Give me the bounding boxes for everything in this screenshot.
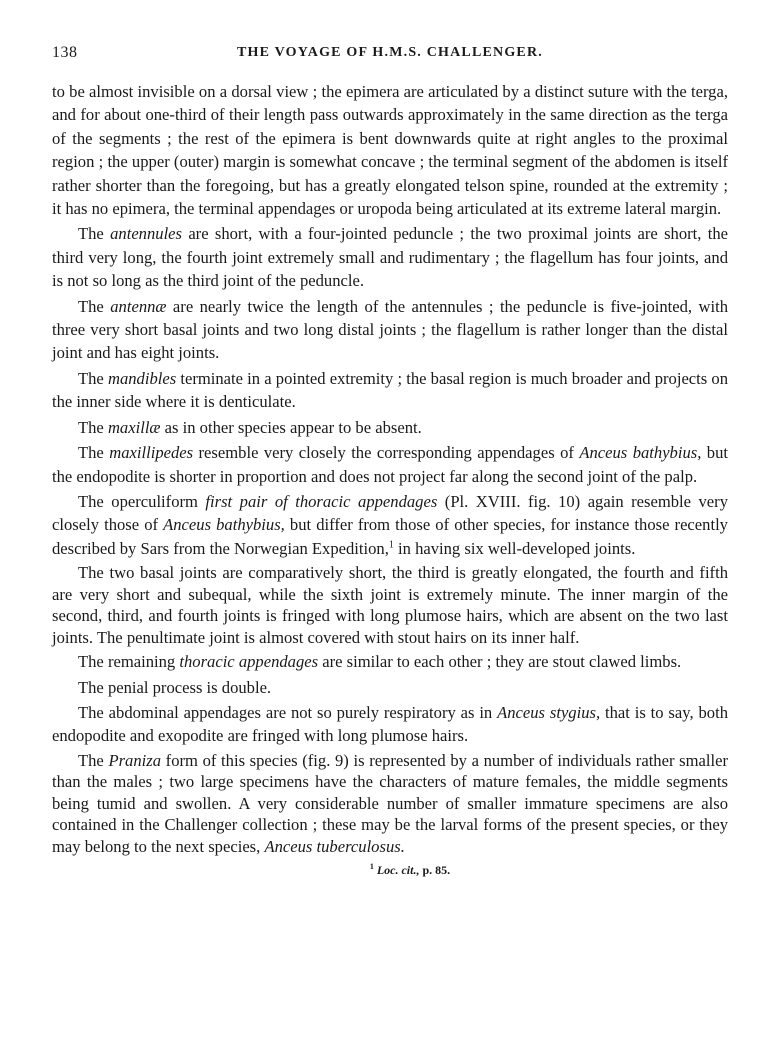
term: thoracic appendages xyxy=(179,652,319,672)
paragraph-praniza: The Praniza form of this species (fig. 9) is represented by a number of individuals rather smaller than the males ; two large specimens have the characters of mature females, the middle segments being tumid and swollen. A very considerable number of smaller immature specimens are also contained in the Challenger collection ; these may be the larval forms of the present species, or they may belong to the next species, Anceus tuberculosus. xyxy=(52,750,728,856)
species-name: Anceus stygius, xyxy=(497,702,601,722)
footnote xyxy=(52,863,728,878)
paragraph-first-thoracic: The operculiform first pair of thoracic appendages (Pl. XVIII. fig. 10) again resemble very closely those of Anceus bathybius, but differ from those of other species, for instance those recently described by Sars from the Norwegian Expedition,$^1$ in having six well-developed joints. xyxy=(52,491,728,558)
species-name: Anceus tuberculosus. xyxy=(264,836,405,856)
species-name: Anceus bathybius, xyxy=(579,443,702,463)
footnote-citation: Loc. cit., xyxy=(376,863,420,878)
footnote-mark: 1 xyxy=(369,862,374,872)
footnote-page: p. 85. xyxy=(419,863,451,878)
term: maxillipedes xyxy=(109,443,194,463)
page-number: 138 xyxy=(52,44,78,61)
term: antennæ xyxy=(110,296,167,316)
page-header xyxy=(52,38,728,66)
term: antennules xyxy=(110,224,183,244)
paragraph-joints: The two basal joints are comparatively short, the third is greatly elongated, the fourth and fifth are very short and subequal, while the sixth joint is extremely minute. The inner margin of the second, third, and fourth joints is fringed with long plumose hairs, which are absent on the two last joints. The penultimate joint is almost covered with stout hairs on its inner half. xyxy=(52,563,728,647)
term: mandibles xyxy=(107,368,177,388)
term: maxillæ xyxy=(107,417,161,437)
paragraph-antennae: The antennæ are nearly twice the length of the antennules ; the peduncle is five-jointed, with three very short basal joints and two long distal joints ; the flagellum is rather longer than the distal joint and has eight joints. xyxy=(52,296,729,363)
paragraph-maxillipedes: The maxillipedes resemble very closely the corresponding appendages of Anceus bathybius, but the endopodite is shorter in proportion and does not project far along the second joint of the palp. xyxy=(52,443,729,486)
paragraph-mandibles: The mandibles terminate in a pointed extremity ; the basal region is much broader and projects on the inner side where it is denticulate. xyxy=(52,368,728,412)
paragraph-maxillae: The maxillæ as in other species appear to be absent. xyxy=(78,417,422,437)
paragraph: to be almost invisible on a dorsal view ; the epimera are articulated by a distinct suture with the terga, and for about one-third of their length pass outwards approximately in the same direction as the terga of the segments ; the rest of the epimera is bent downwards quite at right angles to the proximal region ; the upper (outer) margin is somewhat concave ; the terminal segment of the abdomen is itself rather shorter than the foregoing, but has a greatly elongated telson spine, rounded at the extremity ; it has no epimera, the terminal appendages or uropoda being articulated at its extreme lateral margin. xyxy=(52,82,728,219)
footnote-reference[interactable]: 1 xyxy=(388,539,394,551)
paragraph-penial: The penial process is double. xyxy=(78,677,272,697)
term: first pair of thoracic appendages xyxy=(205,491,438,511)
species-name: Anceus bathybius, xyxy=(163,515,285,535)
term: Praniza xyxy=(108,750,162,770)
paragraph-abdominal: The abdominal appendages are not so purely respiratory as in Anceus stygius, that is to say, both endopodite and exopodite are fringed with long plumose hairs. xyxy=(52,702,728,746)
paragraph-antennules: The antennules are short, with a four-jointed peduncle ; the two proximal joints are short, the third very long, the fourth joint extremely small and rudimentary ; the flagellum has four joints, and is not so long as the third joint of the peduncle. xyxy=(52,224,728,291)
paragraph-thoracic: The remaining thoracic appendages are similar to each other ; they are stout clawed limbs. xyxy=(78,652,682,672)
body-text xyxy=(52,80,728,857)
page xyxy=(52,38,728,878)
running-head: THE VOYAGE OF H.M.S. CHALLENGER. xyxy=(237,45,543,60)
